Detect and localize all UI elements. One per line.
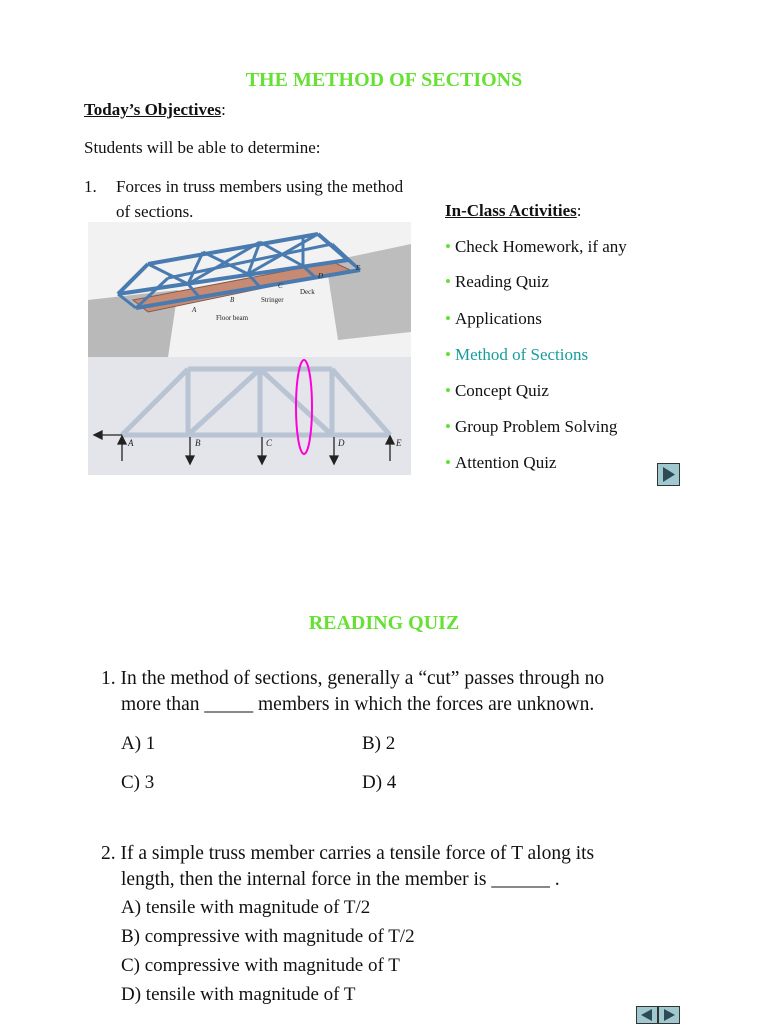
activity-item: [445, 381, 549, 401]
next-slide-button[interactable]: [657, 463, 680, 486]
activities-heading-colon: :: [576, 201, 582, 220]
activity-item: [445, 453, 556, 473]
objectives-intro: Students will be able to determine:: [84, 138, 321, 157]
activity-label: Applications: [454, 309, 542, 328]
activity-item: [445, 309, 542, 329]
q1-option-a: A) 1: [121, 733, 156, 754]
bullet-icon: •: [445, 309, 451, 328]
objectives-heading-label: Today’s Objectives: [84, 100, 222, 119]
bullet-icon: •: [445, 345, 451, 364]
label-bottom-b: B: [195, 438, 201, 448]
activity-label: Method of Sections: [454, 345, 589, 364]
question-1-line-2: more than _____ members in which the forces are unknown.: [121, 694, 595, 715]
label-bottom-e: E: [396, 438, 402, 448]
objective-number: 1.: [84, 177, 97, 196]
activity-label: Reading Quiz: [454, 272, 549, 291]
label-top-d: D: [318, 272, 324, 280]
activity-label: Concept Quiz: [454, 381, 549, 400]
activities-heading-label: In-Class Activities: [445, 201, 577, 220]
objectives-heading: [84, 100, 226, 120]
label-bottom-d: D: [338, 438, 345, 448]
q2-option-d: D) tensile with magnitude of T: [121, 984, 356, 1005]
label-top-e: E: [356, 264, 361, 272]
label-deck: Deck: [300, 288, 315, 296]
activity-label: Group Problem Solving: [454, 417, 618, 436]
label-stringer: Stringer: [261, 296, 284, 304]
bullet-icon: •: [445, 453, 451, 472]
q1-option-c: C) 3: [121, 772, 155, 793]
truss-bridge-figure: [88, 222, 411, 357]
label-top-b: B: [230, 296, 235, 304]
bullet-icon: •: [445, 417, 451, 436]
question-2-line-1: 2. If a simple truss member carries a tensile force of T along its: [101, 843, 595, 864]
objective-text: Forces in truss members using the method of sections.: [116, 177, 404, 221]
label-top-a: A: [192, 306, 197, 314]
activities-heading: [445, 201, 581, 221]
truss-bridge-drawing: [88, 222, 411, 357]
q2-option-c: C) compressive with magnitude of T: [121, 955, 400, 976]
label-bottom-a: A: [128, 438, 134, 448]
bullet-icon: •: [445, 272, 451, 291]
truss-section-figure: [88, 357, 411, 475]
next-slide-button-2[interactable]: [658, 1006, 680, 1024]
truss-section-drawing: [88, 357, 411, 475]
bullet-icon: •: [445, 381, 451, 400]
q1-option-b: B) 2: [362, 733, 396, 754]
activity-item: [445, 237, 627, 257]
play-right-icon: [658, 464, 679, 485]
activity-label: Check Homework, if any: [454, 237, 627, 256]
page-title: THE METHOD OF SECTIONS: [245, 69, 523, 91]
q2-option-b: B) compressive with magnitude of T/2: [121, 926, 415, 947]
quiz-title: READING QUIZ: [308, 612, 460, 634]
activity-item: [445, 417, 617, 437]
label-top-c: C: [278, 282, 283, 290]
play-left-icon: [637, 1007, 657, 1023]
label-bottom-c: C: [266, 438, 273, 448]
objectives-heading-colon: :: [221, 100, 226, 119]
question-1-line-1: 1. In the method of sections, generally a “cut” passes through no: [101, 668, 605, 689]
q1-option-d: D) 4: [362, 772, 397, 793]
bullet-icon: •: [445, 237, 451, 256]
activity-label: Attention Quiz: [454, 453, 557, 472]
play-right-icon: [659, 1007, 679, 1023]
activity-item-current: [445, 345, 588, 365]
activity-item: [445, 272, 549, 292]
q2-option-a: A) tensile with magnitude of T/2: [121, 897, 371, 918]
question-2-line-2: length, then the internal force in the member is ______ .: [121, 869, 560, 890]
previous-slide-button[interactable]: [636, 1006, 658, 1024]
label-floor-beam: Floor beam: [216, 314, 249, 322]
